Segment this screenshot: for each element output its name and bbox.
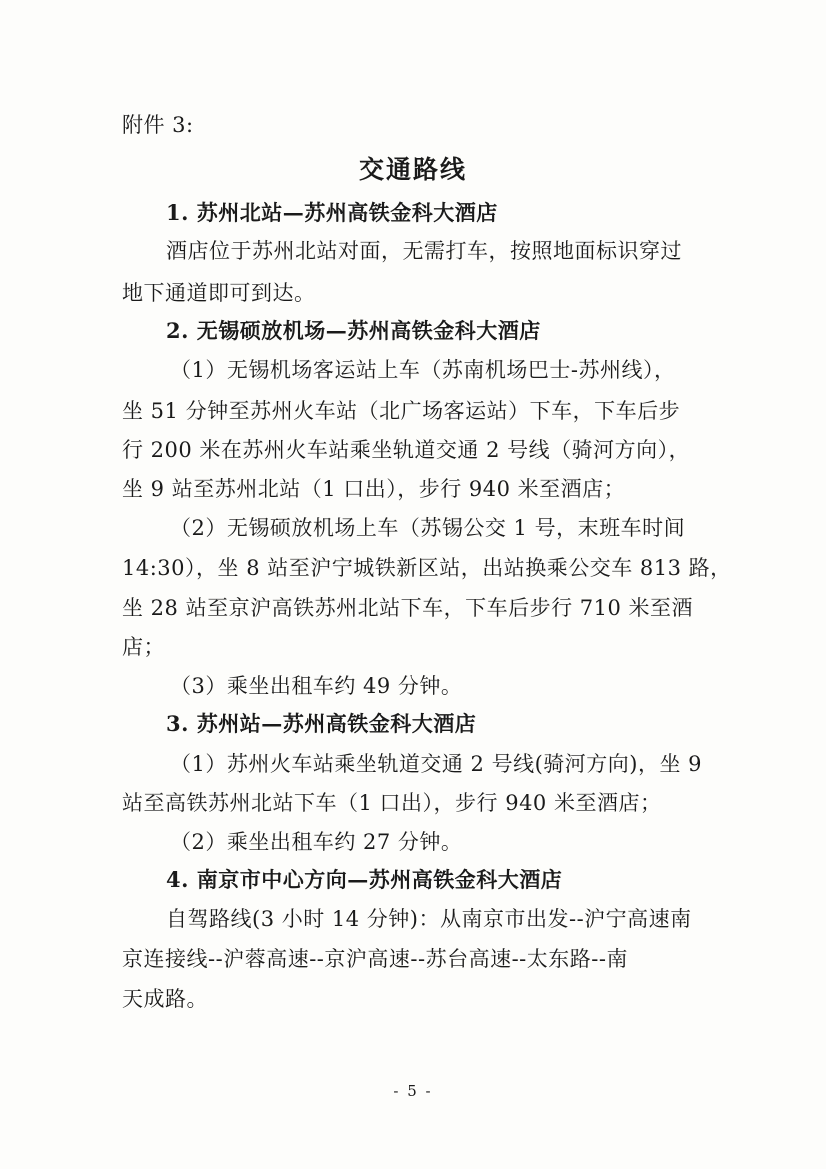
paragraph-line: 自驾路线(3 小时 14 分钟)：从南京市出发--沪宁高速南	[166, 907, 692, 931]
attachment-label: 附件 3:	[122, 113, 194, 137]
paragraph-line: 站至高铁苏州北站下车（1 口出），步行 940 米至酒店；	[122, 791, 662, 815]
paragraph-line: 天成路。	[122, 987, 208, 1011]
page-title: 交通路线	[358, 155, 467, 184]
paragraph-line: 坐 51 分钟至苏州火车站（北广场客运站）下车，下车后步	[122, 399, 681, 423]
section-heading: 1. 苏州北站—苏州高铁金科大酒店	[166, 200, 498, 225]
section-heading: 3. 苏州站—苏州高铁金科大酒店	[166, 711, 477, 736]
paragraph-line: 行 200 米在苏州火车站乘坐轨道交通 2 号线（骑河方向），	[122, 438, 691, 462]
page-number: - 5 -	[393, 1082, 433, 1100]
paragraph-line: 地下通道即可到达。	[122, 281, 316, 305]
paragraph-line: （2）乘坐出租车约 27 分钟。	[170, 830, 463, 854]
paragraph-line: 坐 9 站至苏州北站（1 口出），步行 940 米至酒店；	[122, 477, 626, 501]
section-heading: 4. 南京市中心方向—苏州高铁金科大酒店	[166, 867, 563, 892]
paragraph-line: （1）无锡机场客运站上车（苏南机场巴士-苏州线），	[170, 358, 676, 382]
paragraph-line: 店；	[122, 635, 165, 659]
paragraph-line: （1）苏州火车站乘坐轨道交通 2 号线(骑河方向)，坐 9	[170, 752, 702, 776]
section-heading: 2. 无锡硕放机场—苏州高铁金科大酒店	[166, 318, 541, 343]
paragraph-line: 坐 28 站至京沪高铁苏州北站下车，下车后步行 710 米至酒	[122, 596, 694, 620]
paragraph-line: 14:30），坐 8 站至沪宁城铁新区站，出站换乘公交车 813 路，	[122, 556, 732, 580]
paragraph-line: 酒店位于苏州北站对面，无需打车，按照地面标识穿过	[166, 239, 682, 263]
paragraph-line: 京连接线--沪蓉高速--京沪高速--苏台高速--太东路--南	[122, 947, 628, 971]
paragraph-line: （2）无锡硕放机场上车（苏锡公交 1 号，末班车时间	[170, 516, 686, 540]
paragraph-line: （3）乘坐出租车约 49 分钟。	[170, 674, 463, 698]
